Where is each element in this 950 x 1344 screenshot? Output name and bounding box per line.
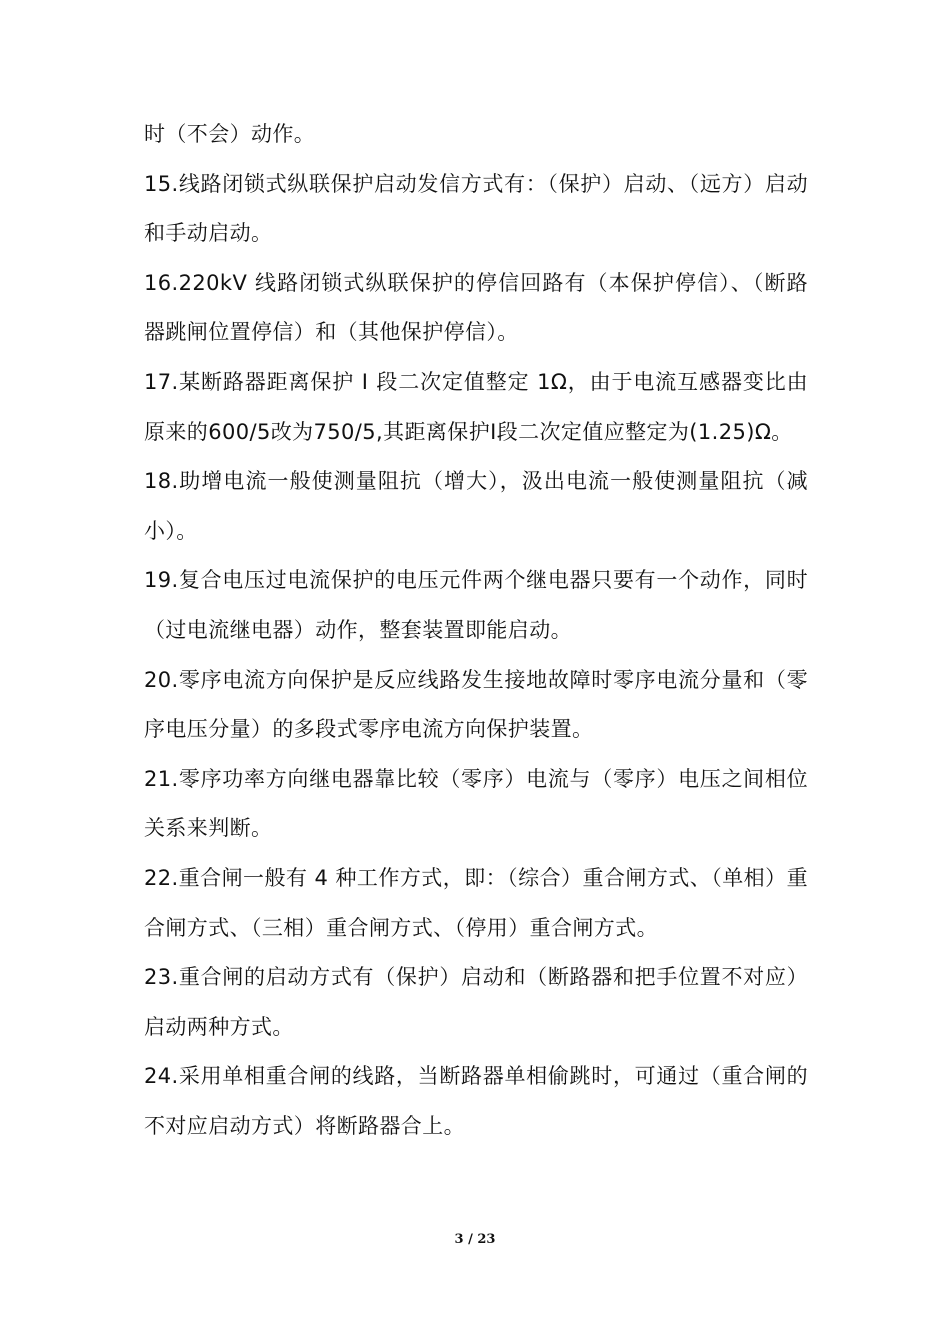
paragraph-item-23: 23.重合闸的启动方式有（保护）启动和（断路器和把手位置不对应）启动两种方式。	[144, 965, 808, 1039]
paragraph-item-18: 18.助增电流一般使测量阻抗（增大），汲出电流一般使测量阻抗（减小）。	[144, 469, 808, 543]
paragraph-continuation: 时（不会）动作。	[144, 122, 316, 146]
paragraph-item-16: 16.220kV 线路闭锁式纵联保护的停信回路有（本保护停信）、（断路器跳闸位置停信）和（其他保护停信）。	[144, 270, 808, 345]
paragraph-item-24: 24.采用单相重合闸的线路，当断路器单相偷跳时，可通过（重合闸的不对应启动方式）将断路器合上。	[144, 1064, 808, 1138]
paragraph-item-21: 21.零序功率方向继电器靠比较（零序）电流与（零序）电压之间相位关系来判断。	[144, 766, 808, 841]
paragraph-item-20: 20.零序电流方向保护是反应线路发生接地故障时零序电流分量和（零序电压分量）的多段式零序电流方向保护装置。	[144, 667, 808, 742]
paragraph-item-17: 17.某断路器距离保护 Ⅰ 段二次定值整定 1Ω，由于电流互感器变比由原来的600/5改为750/5,其距离保护Ⅰ段二次定值应整定为(1.25)Ω。	[144, 369, 808, 444]
document-body	[144, 110, 808, 1151]
paragraph-item-15: 15.线路闭锁式纵联保护启动发信方式有：（保护）启动、（远方）启动和手动启动。	[144, 171, 808, 246]
paragraph-item-19: 19.复合电压过电流保护的电压元件两个继电器只要有一个动作，同时（过电流继电器）动作，整套装置即能启动。	[144, 568, 808, 642]
paragraph-item-22: 22.重合闸一般有 4 种工作方式，即：（综合）重合闸方式、（单相）重合闸方式、（三相）重合闸方式、（停用）重合闸方式。	[144, 865, 808, 940]
page-number: 3 / 23	[454, 1232, 496, 1247]
